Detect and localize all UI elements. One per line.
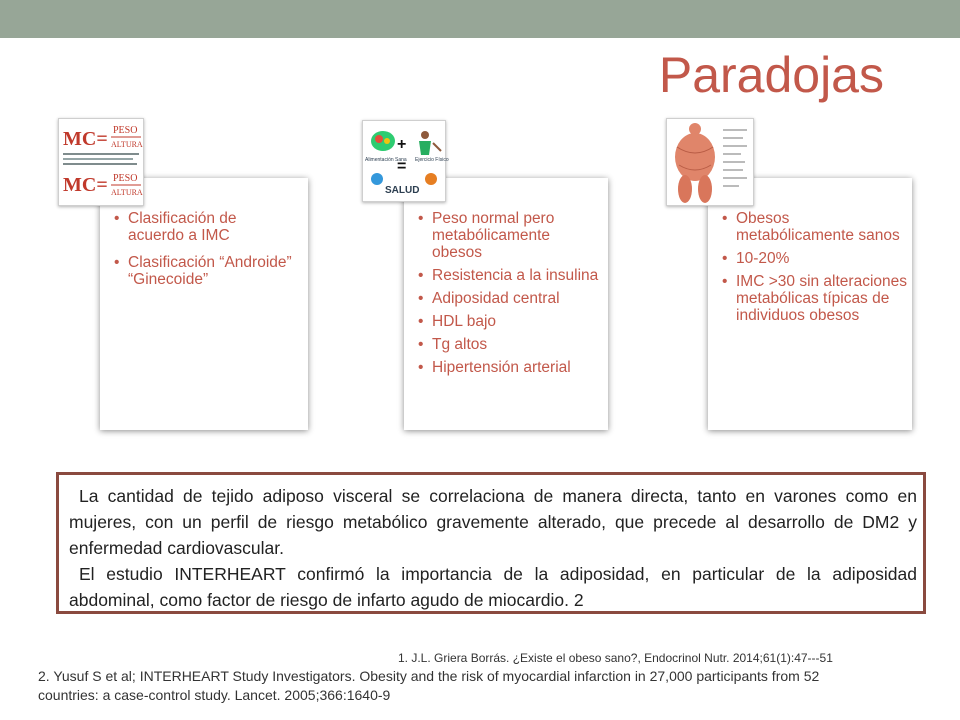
card-peso-normal-list (418, 210, 604, 382)
imc-altura-1: ALTURA (111, 140, 143, 149)
top-bar (0, 0, 960, 38)
reference-1: 1. J.L. Griera Borrás. ¿Existe el obeso sano?, Endocrinol Nutr. 2014;61(1):47---51 (398, 651, 833, 665)
list-item: • Obesos metabólicamente sanos (722, 210, 908, 244)
list-item: • Tg altos (418, 336, 604, 353)
imc-peso-2: PESO (113, 173, 138, 184)
summary-textbox (56, 472, 926, 614)
imc-prefix-2: MC= (63, 174, 108, 196)
list-item: • Adiposidad central (418, 290, 604, 307)
reference-2-line-2: countries: a case-control study. Lancet. 2005;366:1640-9 (38, 687, 391, 703)
list-item: • Peso normal pero metabólicamente obesos (418, 210, 604, 261)
card-imc-list (114, 210, 294, 298)
list-item: • HDL bajo (418, 313, 604, 330)
svg-text:=: = (397, 158, 407, 175)
imc-altura-2: ALTURA (111, 188, 143, 197)
obese-body-image (666, 118, 754, 206)
imc-peso-1: PESO (113, 125, 138, 136)
list-item: • Resistencia a la insulina (418, 267, 604, 284)
card-peso-normal (404, 178, 608, 430)
summary-paragraph-2: El estudio INTERHEART confirmó la importancia de la adiposidad, en particular de la adiposidad abdominal, como factor de riesgo de infarto agudo de miocardio. 2 (69, 564, 917, 610)
imc-prefix-1: MC= (63, 128, 108, 150)
list-item: • IMC >30 sin alteraciones metabólicas típicas de individuos obesos (722, 273, 908, 324)
list-item: • 10-20% (722, 250, 908, 267)
imc-formula-image (58, 118, 144, 206)
reference-2 (38, 667, 938, 705)
svg-text:+: + (397, 136, 407, 153)
card-obesos-sanos (708, 178, 912, 430)
salud-right-label: Ejercicio Físico (415, 157, 449, 163)
summary-paragraph-1: La cantidad de tejido adiposo visceral se correlaciona de manera directa, tanto en varones como en mujeres, con un perfil de riesgo metabólico gravemente alterado, que precede al desarrollo de DM2 y enfermedad cardiovascular. (69, 486, 917, 558)
card-obesos-sanos-list (722, 210, 908, 330)
reference-2-line-1: 2. Yusuf S et al; INTERHEART Study Investigators. Obesity and the risk of myocardial infarction in 27,000 participants from 52 (38, 668, 820, 684)
slide-title: Paradojas (658, 47, 884, 103)
list-item: • Clasificación “Androide” “Ginecoide” (114, 254, 294, 288)
salud-diagram-image (362, 120, 449, 202)
salud-result: SALUD (385, 185, 420, 196)
list-item: • Clasificación de acuerdo a IMC (114, 210, 294, 244)
list-item: • Hipertensión arterial (418, 359, 604, 376)
salud-left-label: Alimentación Sana (365, 157, 407, 163)
card-imc (100, 178, 308, 430)
